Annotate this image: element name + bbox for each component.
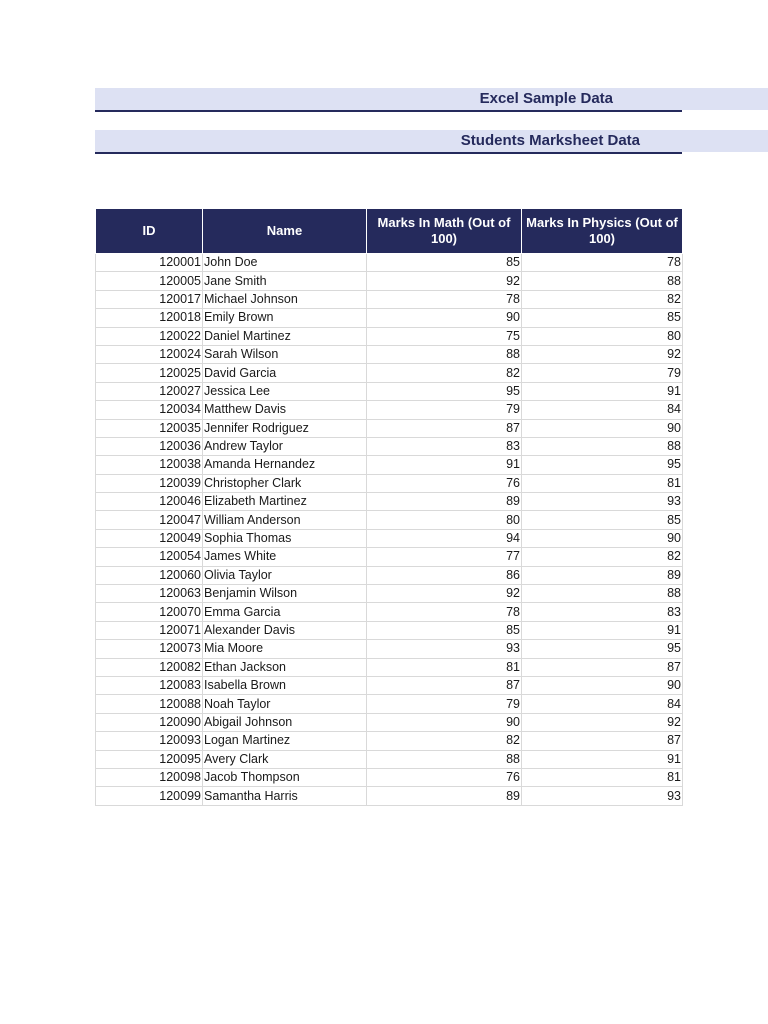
cell-math[interactable]: 80 xyxy=(367,511,522,529)
table-row xyxy=(96,750,683,768)
marksheet-table xyxy=(95,208,683,806)
page-title: Excel Sample Data xyxy=(479,90,613,107)
cell-math[interactable]: 90 xyxy=(367,309,522,327)
table-row xyxy=(96,768,683,786)
cell-name[interactable]: Elizabeth Martinez xyxy=(203,493,367,511)
cell-physics[interactable]: 81 xyxy=(522,474,683,492)
table-row xyxy=(96,456,683,474)
cell-physics[interactable]: 87 xyxy=(522,732,683,750)
cell-math[interactable]: 82 xyxy=(367,364,522,382)
cell-physics[interactable]: 82 xyxy=(522,548,683,566)
cell-id[interactable]: 120025 xyxy=(96,364,203,382)
cell-name[interactable]: Benjamin Wilson xyxy=(203,585,367,603)
cell-name[interactable]: Sarah Wilson xyxy=(203,345,367,363)
cell-id[interactable]: 120027 xyxy=(96,382,203,400)
cell-id[interactable]: 120095 xyxy=(96,750,203,768)
cell-name[interactable]: Ethan Jackson xyxy=(203,658,367,676)
table-row xyxy=(96,566,683,584)
table-row xyxy=(96,511,683,529)
cell-name[interactable]: Amanda Hernandez xyxy=(203,456,367,474)
page-subtitle: Students Marksheet Data xyxy=(460,132,640,149)
table-row xyxy=(96,585,683,603)
header-row xyxy=(96,209,683,254)
table-row xyxy=(96,419,683,437)
cell-name[interactable]: Alexander Davis xyxy=(203,621,367,639)
cell-name[interactable]: Abigail Johnson xyxy=(203,713,367,731)
table-row xyxy=(96,437,683,455)
cell-id[interactable]: 120036 xyxy=(96,437,203,455)
table-row xyxy=(96,345,683,363)
cell-math[interactable]: 78 xyxy=(367,603,522,621)
cell-math[interactable]: 89 xyxy=(367,493,522,511)
cell-physics[interactable]: 92 xyxy=(522,345,683,363)
cell-math[interactable]: 75 xyxy=(367,327,522,345)
cell-id[interactable]: 120071 xyxy=(96,621,203,639)
cell-id[interactable]: 120099 xyxy=(96,787,203,805)
cell-id[interactable]: 120054 xyxy=(96,548,203,566)
cell-name[interactable]: James White xyxy=(203,548,367,566)
cell-physics[interactable]: 79 xyxy=(522,364,683,382)
cell-physics[interactable]: 91 xyxy=(522,382,683,400)
cell-name[interactable]: Samantha Harris xyxy=(203,787,367,805)
column-header-math[interactable]: Marks In Math (Out of 100) xyxy=(367,209,522,254)
cell-math[interactable]: 95 xyxy=(367,382,522,400)
cell-physics[interactable]: 82 xyxy=(522,290,683,308)
cell-name[interactable]: Isabella Brown xyxy=(203,676,367,694)
cell-physics[interactable]: 88 xyxy=(522,437,683,455)
cell-name[interactable]: Noah Taylor xyxy=(203,695,367,713)
cell-physics[interactable]: 88 xyxy=(522,272,683,290)
cell-math[interactable]: 94 xyxy=(367,529,522,547)
cell-math[interactable]: 86 xyxy=(367,566,522,584)
cell-id[interactable]: 120098 xyxy=(96,768,203,786)
cell-id[interactable]: 120034 xyxy=(96,401,203,419)
cell-physics[interactable]: 93 xyxy=(522,787,683,805)
cell-physics[interactable]: 89 xyxy=(522,566,683,584)
column-header-id[interactable]: ID xyxy=(96,209,203,254)
cell-id[interactable]: 120038 xyxy=(96,456,203,474)
cell-physics[interactable]: 85 xyxy=(522,511,683,529)
cell-math[interactable]: 85 xyxy=(367,254,522,272)
cell-math[interactable]: 81 xyxy=(367,658,522,676)
cell-name[interactable]: John Doe xyxy=(203,254,367,272)
table-row xyxy=(96,272,683,290)
table-row xyxy=(96,640,683,658)
table-row xyxy=(96,327,683,345)
cell-name[interactable]: Christopher Clark xyxy=(203,474,367,492)
cell-math[interactable]: 76 xyxy=(367,474,522,492)
cell-math[interactable]: 87 xyxy=(367,676,522,694)
cell-physics[interactable]: 90 xyxy=(522,676,683,694)
cell-name[interactable]: Emma Garcia xyxy=(203,603,367,621)
cell-physics[interactable]: 93 xyxy=(522,493,683,511)
cell-name[interactable]: Mia Moore xyxy=(203,640,367,658)
cell-math[interactable]: 89 xyxy=(367,787,522,805)
cell-math[interactable]: 93 xyxy=(367,640,522,658)
cell-id[interactable]: 120001 xyxy=(96,254,203,272)
cell-physics[interactable]: 78 xyxy=(522,254,683,272)
cell-math[interactable]: 76 xyxy=(367,768,522,786)
cell-math[interactable]: 79 xyxy=(367,695,522,713)
cell-id[interactable]: 120073 xyxy=(96,640,203,658)
cell-physics[interactable]: 84 xyxy=(522,401,683,419)
cell-id[interactable]: 120090 xyxy=(96,713,203,731)
table-row xyxy=(96,364,683,382)
table-row xyxy=(96,382,683,400)
cell-name[interactable]: Sophia Thomas xyxy=(203,529,367,547)
table-row xyxy=(96,493,683,511)
table-row xyxy=(96,621,683,639)
cell-math[interactable]: 92 xyxy=(367,272,522,290)
cell-math[interactable]: 90 xyxy=(367,713,522,731)
cell-name[interactable]: David Garcia xyxy=(203,364,367,382)
cell-physics[interactable]: 90 xyxy=(522,419,683,437)
column-header-name[interactable]: Name xyxy=(203,209,367,254)
cell-id[interactable]: 120093 xyxy=(96,732,203,750)
table-row xyxy=(96,695,683,713)
cell-id[interactable]: 120039 xyxy=(96,474,203,492)
cell-math[interactable]: 79 xyxy=(367,401,522,419)
cell-name[interactable]: Olivia Taylor xyxy=(203,566,367,584)
cell-id[interactable]: 120083 xyxy=(96,676,203,694)
cell-physics[interactable]: 90 xyxy=(522,529,683,547)
table-row xyxy=(96,732,683,750)
table-row xyxy=(96,309,683,327)
cell-physics[interactable]: 88 xyxy=(522,585,683,603)
cell-id[interactable]: 120018 xyxy=(96,309,203,327)
cell-math[interactable]: 92 xyxy=(367,585,522,603)
cell-name[interactable]: Jessica Lee xyxy=(203,382,367,400)
table-row xyxy=(96,548,683,566)
cell-math[interactable]: 83 xyxy=(367,437,522,455)
subtitle-underline xyxy=(95,152,682,154)
cell-name[interactable]: Daniel Martinez xyxy=(203,327,367,345)
cell-physics[interactable]: 92 xyxy=(522,713,683,731)
cell-physics[interactable]: 95 xyxy=(522,456,683,474)
cell-id[interactable]: 120063 xyxy=(96,585,203,603)
table-row xyxy=(96,713,683,731)
cell-id[interactable]: 120017 xyxy=(96,290,203,308)
cell-name[interactable]: Avery Clark xyxy=(203,750,367,768)
cell-math[interactable]: 82 xyxy=(367,732,522,750)
column-header-physics[interactable]: Marks In Physics (Out of 100) xyxy=(522,209,683,254)
cell-physics[interactable]: 84 xyxy=(522,695,683,713)
cell-name[interactable]: Jennifer Rodriguez xyxy=(203,419,367,437)
cell-physics[interactable]: 85 xyxy=(522,309,683,327)
cell-physics[interactable]: 80 xyxy=(522,327,683,345)
table-row xyxy=(96,676,683,694)
cell-name[interactable]: Jacob Thompson xyxy=(203,768,367,786)
cell-math[interactable]: 87 xyxy=(367,419,522,437)
cell-id[interactable]: 120060 xyxy=(96,566,203,584)
cell-math[interactable]: 88 xyxy=(367,345,522,363)
cell-id[interactable]: 120047 xyxy=(96,511,203,529)
table-row xyxy=(96,290,683,308)
cell-physics[interactable]: 91 xyxy=(522,621,683,639)
cell-id[interactable]: 120035 xyxy=(96,419,203,437)
cell-physics[interactable]: 83 xyxy=(522,603,683,621)
table-row xyxy=(96,658,683,676)
cell-name[interactable]: Michael Johnson xyxy=(203,290,367,308)
cell-math[interactable]: 85 xyxy=(367,621,522,639)
cell-name[interactable]: Andrew Taylor xyxy=(203,437,367,455)
cell-id[interactable]: 120046 xyxy=(96,493,203,511)
cell-math[interactable]: 88 xyxy=(367,750,522,768)
table-row xyxy=(96,603,683,621)
cell-physics[interactable]: 81 xyxy=(522,768,683,786)
cell-id[interactable]: 120005 xyxy=(96,272,203,290)
cell-id[interactable]: 120024 xyxy=(96,345,203,363)
cell-math[interactable]: 77 xyxy=(367,548,522,566)
cell-id[interactable]: 120082 xyxy=(96,658,203,676)
cell-name[interactable]: William Anderson xyxy=(203,511,367,529)
title-underline xyxy=(95,110,682,112)
cell-physics[interactable]: 87 xyxy=(522,658,683,676)
cell-id[interactable]: 120049 xyxy=(96,529,203,547)
table-row xyxy=(96,254,683,272)
cell-math[interactable]: 78 xyxy=(367,290,522,308)
cell-physics[interactable]: 95 xyxy=(522,640,683,658)
cell-name[interactable]: Jane Smith xyxy=(203,272,367,290)
cell-name[interactable]: Logan Martinez xyxy=(203,732,367,750)
table-row xyxy=(96,529,683,547)
cell-name[interactable]: Matthew Davis xyxy=(203,401,367,419)
cell-id[interactable]: 120088 xyxy=(96,695,203,713)
cell-physics[interactable]: 91 xyxy=(522,750,683,768)
table-row xyxy=(96,787,683,805)
table-row xyxy=(96,401,683,419)
table-row xyxy=(96,474,683,492)
cell-name[interactable]: Emily Brown xyxy=(203,309,367,327)
cell-id[interactable]: 120070 xyxy=(96,603,203,621)
cell-id[interactable]: 120022 xyxy=(96,327,203,345)
cell-math[interactable]: 91 xyxy=(367,456,522,474)
